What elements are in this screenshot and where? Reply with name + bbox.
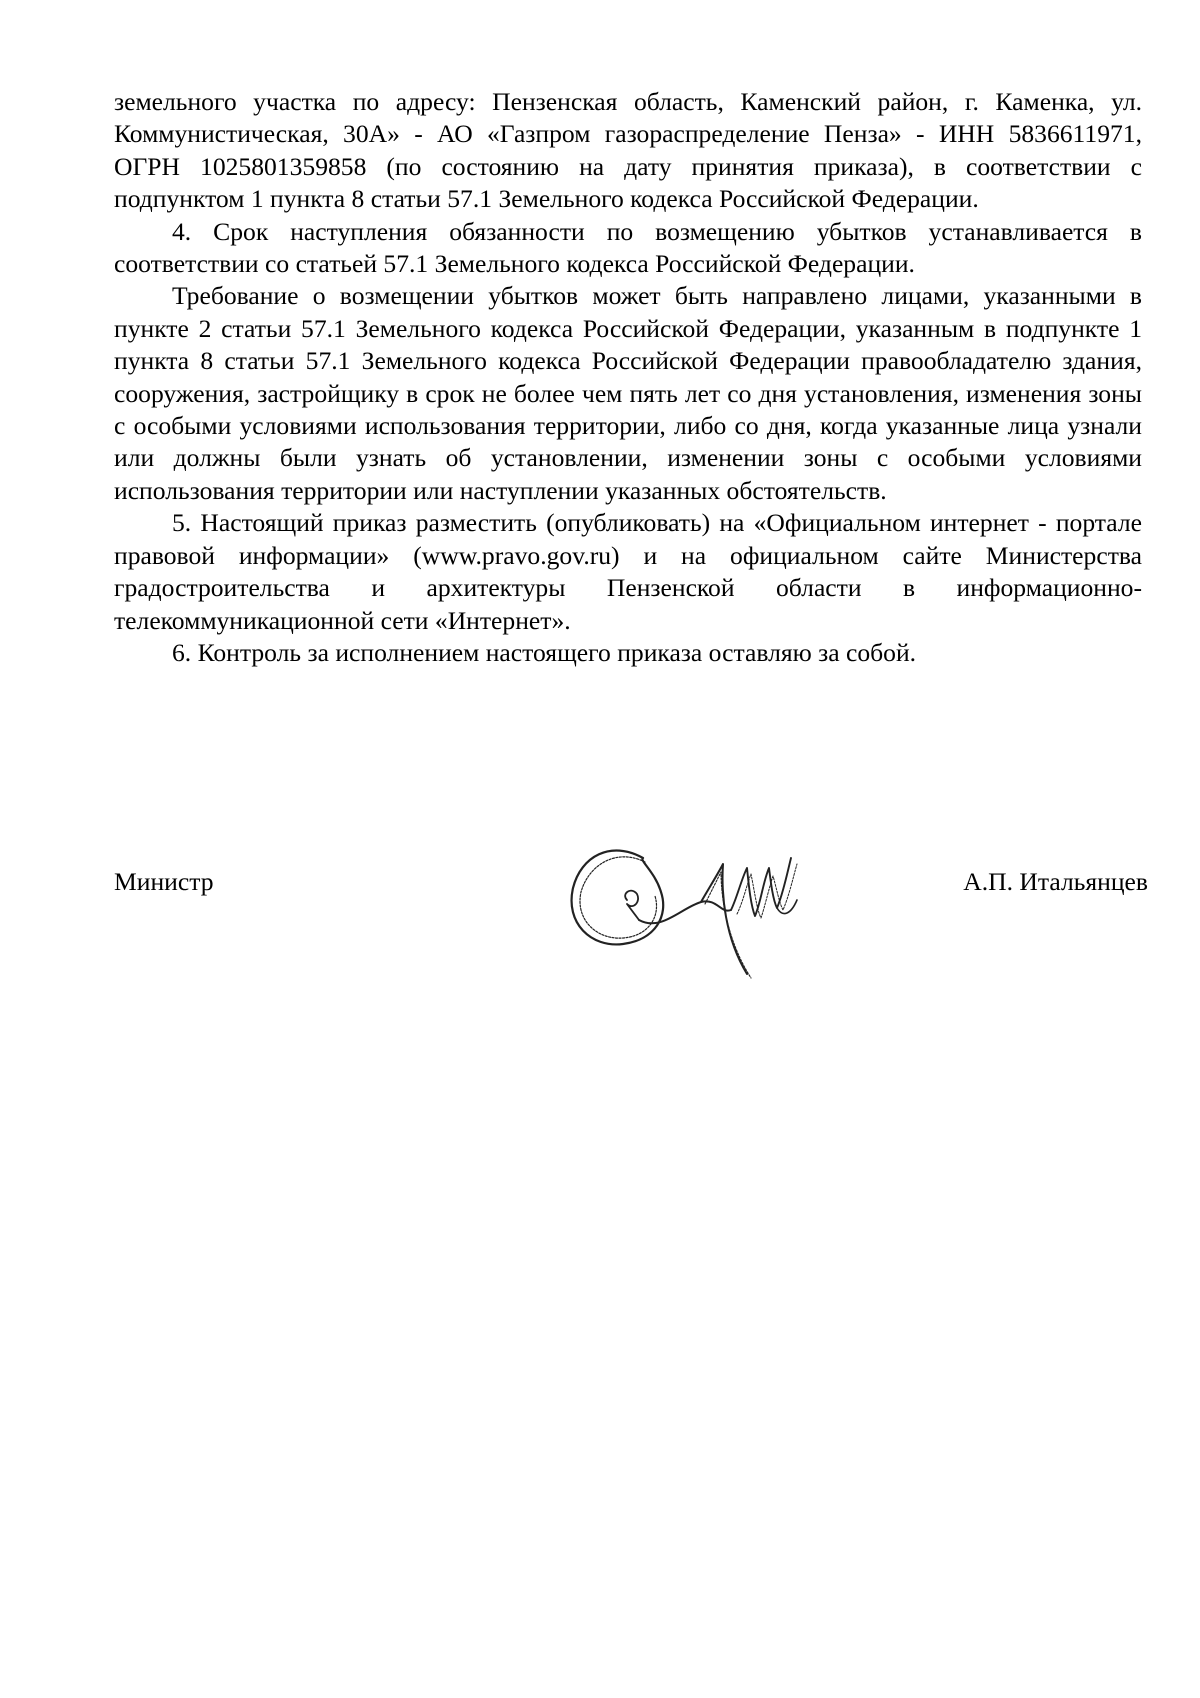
paragraph-item-5: 5. Настоящий приказ разместить (опубликовать) на «Официальном интернет - портале правовой информации» (www.pravo.gov.ru) и на официальном сайте Министерства градостроительства и архитектуры Пензенской области в информационно-телекоммуникационной сети «Интернет». (114, 508, 1142, 635)
signer-position: Министр (114, 867, 214, 896)
paragraph-continuation: земельного участка по адресу: Пензенская область, Каменский район, г. Каменка, ул. Коммунистическая, 30А» - АО «Газпром газораспределение Пенза» - ИНН 5836611971, ОГРН 1025801359858 (по состоянию на дату принятия приказа), в соответствии с подпунктом 1 пункта 8 статьи 57.1 Земельного кодекса Российской Федерации. (114, 87, 1142, 214)
paragraph-item-6: 6. Контроль за исполнением настоящего приказа оставляю за собой. (172, 637, 917, 667)
handwritten-signature (551, 798, 821, 988)
document-body (114, 86, 1142, 669)
signature-block (114, 798, 1148, 1008)
paragraph-damages-claim: Требование о возмещении убытков может быть направлено лицами, указанными в пункте 2 статьи 57.1 Земельного кодекса Российской Федерации, указанным в подпункте 1 пункта 8 статьи 57.1 Земельного кодекса Российской Федерации правообладателю здания, сооружения, застройщику в срок не более чем пять лет со дня установления, изменения зоны с особыми условиями использования территории, либо со дня, когда указанные лица узнали или должны были узнать об установлении, изменении зоны с особыми условиями использования территории или наступлении указанных обстоятельств. (114, 281, 1142, 505)
signer-name: А.П. Итальянцев (963, 867, 1148, 896)
paragraph-item-4: 4. Срок наступления обязанности по возмещению убытков устанавливается в соответствии со статьей 57.1 Земельного кодекса Российской Федерации. (114, 216, 1142, 279)
